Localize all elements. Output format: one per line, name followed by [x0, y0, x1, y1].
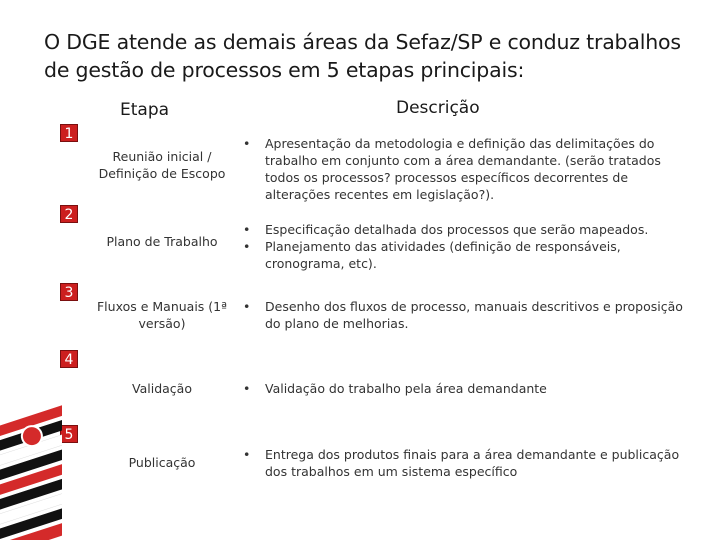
bullet-icon: • — [243, 381, 251, 396]
bullet-text: Validação do trabalho pela área demandante — [265, 381, 547, 396]
bullet-text: Planejamento das atividades (definição de responsáveis, cronograma, etc). — [265, 239, 621, 271]
step-name: Plano de Trabalho — [106, 234, 218, 249]
bullet-text: Entrega dos produtos finais para a área demandante e publicação dos trabalhos em um sistema específico — [265, 447, 680, 479]
bullet-icon: • — [243, 136, 251, 151]
step-name: Fluxos e Manuais (1ª versão) — [96, 299, 228, 331]
step-description — [243, 380, 683, 397]
bullet-text: Especificação detalhada dos processos que serão mapeados. — [265, 222, 649, 237]
step-number-badge: 4 — [60, 350, 78, 368]
slide-title: O DGE atende as demais áreas da Sefaz/SP e conduz trabalhos de gestão de processos em 5 etapas principais: — [44, 30, 681, 82]
description-bullet — [243, 298, 683, 332]
description-bullet — [243, 221, 683, 238]
step-name: Reunião inicial / Definição de Escopo — [98, 149, 226, 181]
description-bullet — [243, 238, 683, 272]
step-description — [243, 446, 683, 480]
header-etapa: Etapa — [120, 100, 170, 120]
bullet-icon: • — [243, 299, 251, 314]
step-number-badge: 1 — [60, 124, 78, 142]
bullet-icon: • — [243, 447, 251, 462]
step-number-badge: 3 — [60, 283, 78, 301]
description-bullet — [243, 446, 683, 480]
step-name: Validação — [132, 381, 192, 396]
description-bullet — [243, 135, 683, 203]
bullet-text: Desenho dos fluxos de processo, manuais descritivos e proposição do plano de melhorias. — [265, 299, 683, 331]
step-description — [243, 135, 683, 203]
sp-flag-stripes-decoration — [0, 398, 62, 540]
step-number-badge: 2 — [60, 205, 78, 223]
bullet-icon: • — [243, 239, 251, 254]
bullet-text: Apresentação da metodologia e definição das delimitações do trabalho em conjunto com a área demandante. (serão tratados todos os processos? processos específicos decorrentes de alterações recentes em legislação?). — [265, 136, 661, 202]
bullet-icon: • — [243, 222, 251, 237]
step-description — [243, 221, 683, 272]
step-name: Publicação — [128, 455, 196, 470]
header-descricao: Descrição — [396, 98, 480, 118]
description-bullet — [243, 380, 683, 397]
step-number-badge: 5 — [60, 425, 78, 443]
step-description — [243, 298, 683, 332]
